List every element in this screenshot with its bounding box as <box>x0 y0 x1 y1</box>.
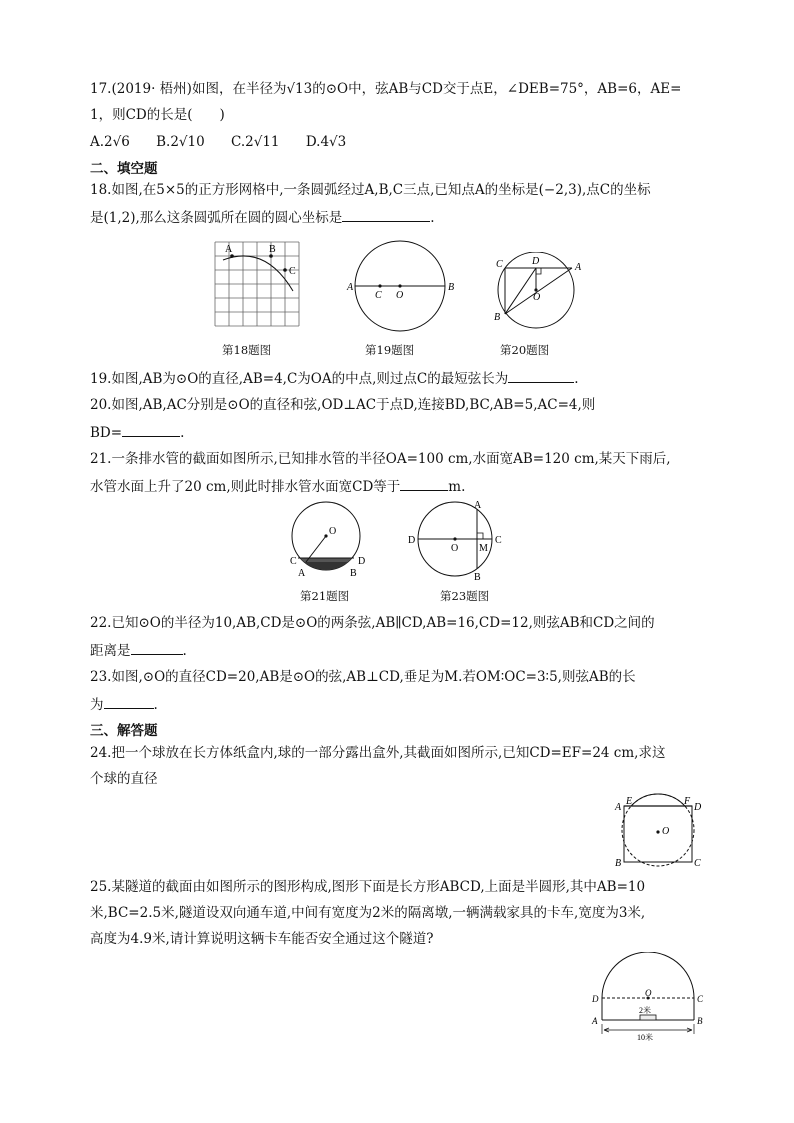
q17-options <box>90 133 346 151</box>
fig19-caption: 第19题图 <box>365 343 415 357</box>
fig24-label-b: B <box>615 858 622 869</box>
fig25-label-a: A <box>592 1016 598 1026</box>
fig20-label-d: D <box>532 256 540 267</box>
fig20-label-a: A <box>575 262 582 273</box>
fig24-label-e: E <box>626 796 633 807</box>
q20-line2 <box>90 422 184 442</box>
q25-line3: 高度为4.9米,请计算说明这辆卡车能否安全通过这个隧道? <box>90 931 434 947</box>
q17-option-b: B.2√10 <box>156 134 205 150</box>
fig21-diagram <box>288 500 368 582</box>
fig18-caption: 第18题图 <box>222 343 272 357</box>
fig24-label-d: D <box>694 802 702 813</box>
q21-line2-text: 水管水面上升了20 cm,则此时排水管水面宽CD等于 <box>90 479 401 495</box>
q18-line2 <box>90 207 435 227</box>
q21-end: m. <box>448 479 466 495</box>
fig18-label-a: A <box>225 244 233 255</box>
q18-end: . <box>430 210 435 226</box>
q21-line1: 21.一条排水管的截面如图所示,已知排水管的半径OA=100 cm,水面宽AB=120 cm,某天下雨后, <box>90 451 671 467</box>
fig24-label-o: O <box>662 826 670 837</box>
q21-answer-blank[interactable] <box>400 476 448 491</box>
fig23-label-m: M <box>479 543 488 554</box>
fig20-diagram <box>490 252 590 340</box>
fig18-arc <box>223 256 293 291</box>
fig21-label-a: A <box>298 568 306 579</box>
fig25-label-o: O <box>645 988 652 998</box>
fig20-caption: 第20题图 <box>500 343 550 357</box>
q17-option-a: A.2√6 <box>90 134 130 150</box>
q19-line <box>90 368 579 388</box>
fig24-label-f: F <box>684 796 691 807</box>
fig19-label-o: O <box>396 290 404 301</box>
fig25-label-c: C <box>697 994 704 1004</box>
q23-answer-blank[interactable] <box>104 694 154 709</box>
q22-answer-blank[interactable] <box>131 640 183 655</box>
fig21-label-o: O <box>329 526 337 537</box>
q23-end: . <box>153 697 158 713</box>
fig23-label-c: C <box>495 535 502 546</box>
fig20-label-o: O <box>533 292 541 303</box>
fig18-label-b: B <box>269 244 276 255</box>
fig21-label-b: B <box>350 568 357 579</box>
q20-line2-text: BD= <box>90 425 123 441</box>
fig24-label-a: A <box>615 802 622 813</box>
q19-text: 19.如图,AB为⊙O的直径,AB=4,C为OA的中点,则过点C的最短弦长为 <box>90 371 509 387</box>
fig25-label-b: B <box>697 1016 703 1026</box>
q20-end: . <box>180 425 185 441</box>
q18-line2-text: 是(1,2),那么这条圆弧所在圆的圆心坐标是 <box>90 210 343 226</box>
section-fill-in-heading: 二、填空题 <box>90 161 158 177</box>
fig19-label-a: A <box>347 282 354 293</box>
fig24-diagram <box>612 790 708 872</box>
q20-answer-blank[interactable] <box>122 422 180 437</box>
fig25-label-d: D <box>592 994 599 1004</box>
q24-line1: 24.把一个球放在长方体纸盒内,球的一部分露出盒外,其截面如图所示,已知CD=EF=24 cm,求这 <box>90 745 666 761</box>
fig25-dim-width: 10米 <box>637 1033 653 1042</box>
q23-line1: 23.如图,⊙O的直径CD=20,AB是⊙O的弦,AB⊥CD,垂足为M.若OM∶OC=3∶5,则弦AB的长 <box>90 669 636 685</box>
fig23-caption: 第23题图 <box>440 589 490 603</box>
q21-line2 <box>90 476 465 496</box>
fig20-label-c: C <box>496 259 503 270</box>
q25-line2: 米,BC=2.5米,隧道设双向通车道,中间有宽度为2米的隔离墩,一辆满载家具的卡车,宽度为3米, <box>90 905 646 921</box>
q22-end: . <box>182 643 187 659</box>
fig19-diagram <box>345 238 460 338</box>
fig25-diagram <box>588 952 708 1044</box>
fig19-label-b: B <box>448 282 455 293</box>
q19-answer-blank[interactable] <box>508 368 574 383</box>
q23-line2-text: 为 <box>90 697 104 713</box>
q17-option-d: D.4√3 <box>305 134 347 150</box>
q18-line1: 18.如图,在5×5的正方形网格中,一条圆弧经过A,B,C三点,已知点A的坐标是(−2,3),点C的坐标 <box>90 182 651 198</box>
section-solve-heading: 三、解答题 <box>90 723 158 739</box>
fig18-diagram <box>205 236 320 338</box>
fig23-label-a: A <box>474 500 482 511</box>
q22-line2 <box>90 640 187 660</box>
q17-option-c: C.2√11 <box>231 134 280 150</box>
q24-line2: 个球的直径 <box>90 771 158 787</box>
fig25-dim-small: 2米 <box>639 1006 651 1015</box>
fig23-label-d: D <box>408 535 416 546</box>
q19-end: . <box>574 371 579 387</box>
fig18-label-c: C <box>289 266 296 277</box>
q20-line1: 20.如图,AB,AC分别是⊙O的直径和弦,OD⊥AC于点D,连接BD,BC,AB=5,AC=4,则 <box>90 397 596 413</box>
fig21-label-d: D <box>358 556 366 567</box>
q23-line2 <box>90 694 158 714</box>
q22-line2-text: 距离是 <box>90 643 131 659</box>
q17-line2: 1，则CD的长是( ) <box>90 107 225 123</box>
fig21-caption: 第21题图 <box>300 589 350 603</box>
fig20-label-b: B <box>494 312 501 323</box>
fig23-label-b: B <box>474 572 481 582</box>
fig19-label-c: C <box>375 290 382 301</box>
fig24-label-c: C <box>694 858 701 869</box>
fig21-label-c: C <box>290 556 297 567</box>
q18-answer-blank[interactable] <box>342 207 430 222</box>
fig23-label-o: O <box>451 543 459 554</box>
fig23-diagram <box>405 500 510 582</box>
q22-line1: 22.已知⊙O的半径为10,AB,CD是⊙O的两条弦,AB∥CD,AB=16,CD=12,则弦AB和CD之间的 <box>90 615 655 631</box>
q25-line1: 25.某隧道的截面由如图所示的图形构成,图形下面是长方形ABCD,上面是半圆形,其中AB=10 <box>90 879 646 895</box>
q17-line1: 17.(2019· 梧州)如图，在半径为√13的⊙O中，弦AB与CD交于点E，∠DEB=75°，AB=6，AE= <box>90 81 682 97</box>
